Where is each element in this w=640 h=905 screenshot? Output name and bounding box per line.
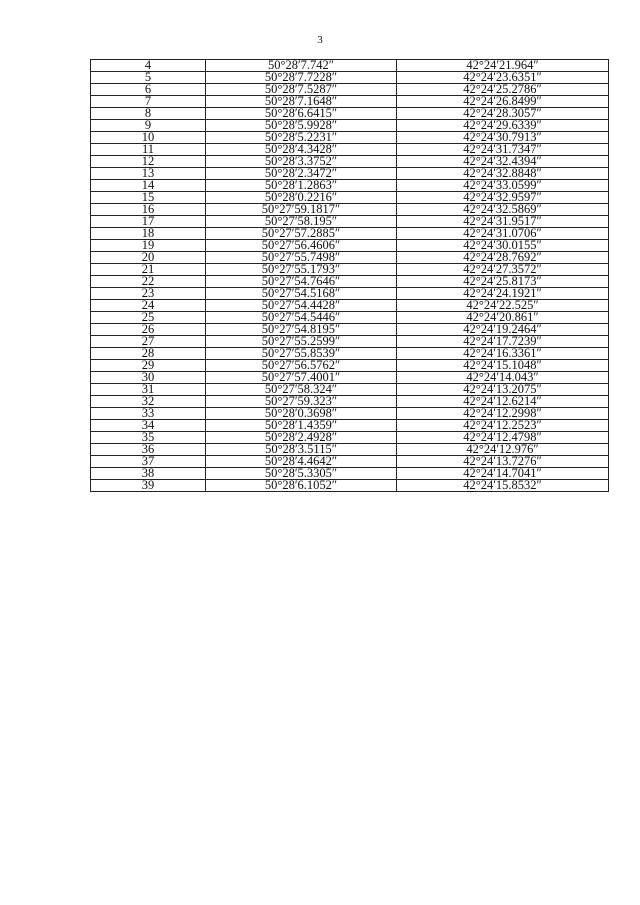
point-number-cell: 9 [91, 120, 206, 132]
table-row [91, 156, 609, 168]
longitude-cell: 42°24′14.7041″ [397, 468, 609, 480]
latitude-cell: 50°27′58.195″ [206, 216, 397, 228]
longitude-cell: 42°24′30.0155″ [397, 240, 609, 252]
table-row [91, 444, 609, 456]
longitude-cell: 42°24′13.2075″ [397, 384, 609, 396]
latitude-cell: 50°27′54.4428″ [206, 300, 397, 312]
point-number-cell: 20 [91, 252, 206, 264]
point-number-cell: 29 [91, 360, 206, 372]
table-row [91, 396, 609, 408]
longitude-cell: 42°24′32.8848″ [397, 168, 609, 180]
point-number-cell: 17 [91, 216, 206, 228]
latitude-cell: 50°27′55.7498″ [206, 252, 397, 264]
table-row [91, 276, 609, 288]
point-number-cell: 8 [91, 108, 206, 120]
table-row [91, 84, 609, 96]
latitude-cell: 50°27′56.5762″ [206, 360, 397, 372]
table-row [91, 216, 609, 228]
latitude-cell: 50°27′54.7646″ [206, 276, 397, 288]
point-number-cell: 25 [91, 312, 206, 324]
longitude-cell: 42°24′14.043″ [397, 372, 609, 384]
point-number-cell: 23 [91, 288, 206, 300]
latitude-cell: 50°28′1.4359″ [206, 420, 397, 432]
point-number-cell: 33 [91, 408, 206, 420]
latitude-cell: 50°28′4.3428″ [206, 144, 397, 156]
latitude-cell: 50°28′6.6415″ [206, 108, 397, 120]
longitude-cell: 42°24′32.9597″ [397, 192, 609, 204]
table-row [91, 384, 609, 396]
latitude-cell: 50°28′1.2863″ [206, 180, 397, 192]
coordinates-table [90, 59, 609, 492]
table-row [91, 324, 609, 336]
table-row [91, 252, 609, 264]
latitude-cell: 50°27′54.8195″ [206, 324, 397, 336]
table-row [91, 240, 609, 252]
latitude-cell: 50°27′58.324″ [206, 384, 397, 396]
coordinates-table-body [91, 60, 609, 492]
table-row [91, 132, 609, 144]
point-number-cell: 10 [91, 132, 206, 144]
longitude-cell: 42°24′25.2786″ [397, 84, 609, 96]
table-row [91, 144, 609, 156]
point-number-cell: 5 [91, 72, 206, 84]
longitude-cell: 42°24′12.976″ [397, 444, 609, 456]
table-row [91, 456, 609, 468]
longitude-cell: 42°24′12.2998″ [397, 408, 609, 420]
table-row [91, 264, 609, 276]
point-number-cell: 28 [91, 348, 206, 360]
point-number-cell: 19 [91, 240, 206, 252]
point-number-cell: 37 [91, 456, 206, 468]
latitude-cell: 50°28′5.3305″ [206, 468, 397, 480]
longitude-cell: 42°24′15.8532″ [397, 480, 609, 492]
longitude-cell: 42°24′16.3361″ [397, 348, 609, 360]
longitude-cell: 42°24′12.4798″ [397, 432, 609, 444]
point-number-cell: 26 [91, 324, 206, 336]
latitude-cell: 50°28′0.3698″ [206, 408, 397, 420]
table-row [91, 312, 609, 324]
point-number-cell: 7 [91, 96, 206, 108]
table-row [91, 432, 609, 444]
point-number-cell: 15 [91, 192, 206, 204]
longitude-cell: 42°24′19.2464″ [397, 324, 609, 336]
table-row [91, 108, 609, 120]
point-number-cell: 35 [91, 432, 206, 444]
latitude-cell: 50°28′3.5115″ [206, 444, 397, 456]
latitude-cell: 50°27′59.1817″ [206, 204, 397, 216]
longitude-cell: 42°24′23.6351″ [397, 72, 609, 84]
latitude-cell: 50°27′55.1793″ [206, 264, 397, 276]
point-number-cell: 27 [91, 336, 206, 348]
table-row [91, 360, 609, 372]
table-row [91, 204, 609, 216]
point-number-cell: 18 [91, 228, 206, 240]
table-row [91, 228, 609, 240]
table-row [91, 192, 609, 204]
latitude-cell: 50°27′59.323″ [206, 396, 397, 408]
table-row [91, 300, 609, 312]
longitude-cell: 42°24′25.8173″ [397, 276, 609, 288]
point-number-cell: 13 [91, 168, 206, 180]
table-row [91, 180, 609, 192]
point-number-cell: 39 [91, 480, 206, 492]
longitude-cell: 42°24′30.7913″ [397, 132, 609, 144]
latitude-cell: 50°27′54.5446″ [206, 312, 397, 324]
longitude-cell: 42°24′28.3057″ [397, 108, 609, 120]
point-number-cell: 36 [91, 444, 206, 456]
latitude-cell: 50°28′3.3752″ [206, 156, 397, 168]
point-number-cell: 32 [91, 396, 206, 408]
latitude-cell: 50°28′2.4928″ [206, 432, 397, 444]
point-number-cell: 12 [91, 156, 206, 168]
point-number-cell: 14 [91, 180, 206, 192]
point-number-cell: 16 [91, 204, 206, 216]
latitude-cell: 50°28′6.1052″ [206, 480, 397, 492]
table-row [91, 120, 609, 132]
longitude-cell: 42°24′32.5869″ [397, 204, 609, 216]
longitude-cell: 42°24′28.7692″ [397, 252, 609, 264]
point-number-cell: 21 [91, 264, 206, 276]
longitude-cell: 42°24′31.9517″ [397, 216, 609, 228]
longitude-cell: 42°24′17.7239″ [397, 336, 609, 348]
latitude-cell: 50°28′7.742″ [206, 60, 397, 72]
longitude-cell: 42°24′22.525″ [397, 300, 609, 312]
latitude-cell: 50°28′4.4642″ [206, 456, 397, 468]
table-row [91, 72, 609, 84]
latitude-cell: 50°28′7.1648″ [206, 96, 397, 108]
latitude-cell: 50°27′55.2599″ [206, 336, 397, 348]
point-number-cell: 30 [91, 372, 206, 384]
longitude-cell: 42°24′26.8499″ [397, 96, 609, 108]
table-row [91, 168, 609, 180]
table-row [91, 96, 609, 108]
longitude-cell: 42°24′15.1048″ [397, 360, 609, 372]
latitude-cell: 50°28′5.9928″ [206, 120, 397, 132]
latitude-cell: 50°27′54.5168″ [206, 288, 397, 300]
latitude-cell: 50°27′56.4606″ [206, 240, 397, 252]
table-row [91, 372, 609, 384]
longitude-cell: 42°24′32.4394″ [397, 156, 609, 168]
point-number-cell: 6 [91, 84, 206, 96]
table-row [91, 480, 609, 492]
table-row [91, 420, 609, 432]
latitude-cell: 50°28′2.3472″ [206, 168, 397, 180]
longitude-cell: 42°24′12.6214″ [397, 396, 609, 408]
table-row [91, 348, 609, 360]
point-number-cell: 38 [91, 468, 206, 480]
point-number-cell: 4 [91, 60, 206, 72]
longitude-cell: 42°24′29.6339″ [397, 120, 609, 132]
latitude-cell: 50°28′7.7228″ [206, 72, 397, 84]
latitude-cell: 50°27′57.2885″ [206, 228, 397, 240]
longitude-cell: 42°24′12.2523″ [397, 420, 609, 432]
table-row [91, 336, 609, 348]
latitude-cell: 50°27′55.8539″ [206, 348, 397, 360]
table-row [91, 60, 609, 72]
table-row [91, 288, 609, 300]
page-number: 3 [317, 34, 323, 46]
longitude-cell: 42°24′21.964″ [397, 60, 609, 72]
latitude-cell: 50°28′0.2216″ [206, 192, 397, 204]
longitude-cell: 42°24′20.861″ [397, 312, 609, 324]
longitude-cell: 42°24′31.0706″ [397, 228, 609, 240]
longitude-cell: 42°24′13.7276″ [397, 456, 609, 468]
table-row [91, 408, 609, 420]
longitude-cell: 42°24′31.7347″ [397, 144, 609, 156]
point-number-cell: 11 [91, 144, 206, 156]
table-row [91, 468, 609, 480]
point-number-cell: 24 [91, 300, 206, 312]
point-number-cell: 34 [91, 420, 206, 432]
point-number-cell: 31 [91, 384, 206, 396]
longitude-cell: 42°24′27.3572″ [397, 264, 609, 276]
latitude-cell: 50°28′5.2231″ [206, 132, 397, 144]
longitude-cell: 42°24′33.0599″ [397, 180, 609, 192]
longitude-cell: 42°24′24.1921″ [397, 288, 609, 300]
point-number-cell: 22 [91, 276, 206, 288]
latitude-cell: 50°27′57.4001″ [206, 372, 397, 384]
latitude-cell: 50°28′7.5287″ [206, 84, 397, 96]
